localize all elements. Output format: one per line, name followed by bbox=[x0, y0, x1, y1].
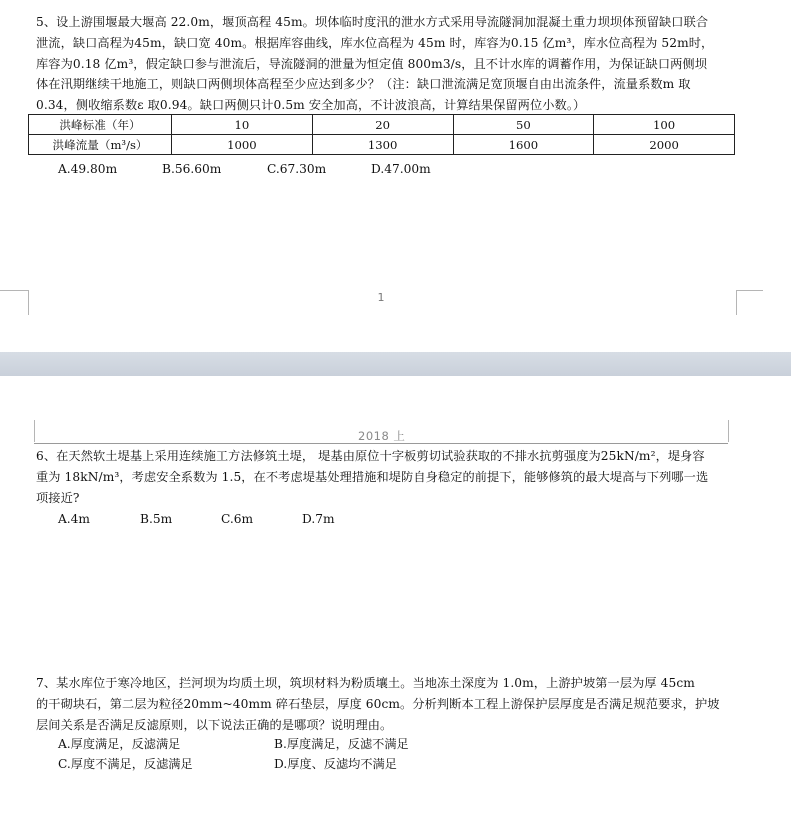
option-b: B.5m bbox=[140, 512, 173, 526]
option-d: D.7m bbox=[302, 512, 335, 526]
table-cell: 50 bbox=[453, 115, 594, 135]
option-c: C.6m bbox=[221, 512, 254, 526]
table-cell: 20 bbox=[312, 115, 453, 135]
table-cell: 100 bbox=[594, 115, 735, 135]
option-c: C.67.30m bbox=[267, 162, 327, 176]
question-5-line: 体在汛期继续干地施工，则缺口两侧坝体高程至少应达到多少？（注：缺口泄流满足宽顶堰自由出流条件，流量系数m 取 bbox=[36, 77, 691, 92]
question-5-text bbox=[36, 12, 732, 116]
option-b: B.56.60m bbox=[162, 162, 222, 176]
table-row bbox=[29, 135, 735, 155]
question-6-options bbox=[58, 512, 358, 530]
flood-table bbox=[28, 114, 735, 155]
question-6-line: 项接近? bbox=[36, 490, 80, 505]
table-cell: 1000 bbox=[172, 135, 313, 155]
margin-mark-left bbox=[34, 420, 35, 442]
question-5-line: 5、设上游围堰最大堰高 22.0m，堰顶高程 45m。坝体临时度汛的泄水方式采用导流隧洞加混凝土重力坝坝体预留缺口联合 bbox=[36, 15, 709, 29]
option-c: C.厚度不满足，反滤满足 bbox=[58, 757, 193, 771]
page-header: 2018 上 bbox=[358, 429, 406, 443]
table-cell: 洪峰标准（年） bbox=[29, 115, 172, 135]
question-5-options bbox=[58, 162, 458, 180]
question-5-line: 泄流，缺口高程为45m，缺口宽 40m。根据库容曲线，库水位高程为 45m 时，库容为0.15 亿m³，库水位高程为 52m时， bbox=[36, 35, 714, 50]
question-6-line: 重为 18kN/m³，考虑安全系数为 1.5，在不考虑堤基处理措施和堤防自身稳定的前提下，能够修筑的最大堤高与下列哪一选 bbox=[36, 469, 709, 484]
table-row bbox=[29, 115, 735, 135]
page-gap bbox=[0, 352, 791, 376]
option-a: A.49.80m bbox=[58, 162, 118, 176]
option-a: A.厚度满足，反滤满足 bbox=[58, 737, 181, 751]
page-number: 1 bbox=[377, 291, 385, 304]
question-7-line: 的干砌块石，第二层为粒径20mm~40mm 碎石垫层，厚度 60cm。分析判断本工程上游保护层厚度是否满足规范要求，护坡 bbox=[36, 696, 720, 711]
question-7-options bbox=[58, 735, 478, 775]
option-d: D.47.00m bbox=[371, 162, 431, 176]
margin-mark-right bbox=[728, 420, 729, 442]
option-a: A.4m bbox=[58, 512, 90, 526]
margin-mark-left bbox=[0, 290, 29, 315]
question-5-line: 0.34，侧收缩系数ε 取0.94。缺口两侧只计0.5m 安全加高，不计波浪高，计算结果保留两位小数。） bbox=[36, 98, 586, 113]
table-cell: 2000 bbox=[594, 135, 735, 155]
option-d: D.厚度、反滤均不满足 bbox=[274, 757, 397, 771]
question-7-line: 层间关系是否满足反滤原则，以下说法正确的是哪项？说明理由。 bbox=[36, 717, 393, 732]
margin-mark-right bbox=[736, 290, 763, 315]
question-7-line: 7、某水库位于寒冷地区，拦河坝为均质土坝，筑坝材料为粉质壤土。当地冻土深度为 1.0m，上游护坡第一层为厚 45cm bbox=[36, 676, 695, 690]
question-6-text bbox=[36, 446, 732, 508]
header-rule bbox=[34, 443, 728, 444]
question-7-text bbox=[36, 673, 732, 735]
question-6-line: 6、在天然软土堤基上采用连续施工方法修筑土堤， 堤基由原位十字板剪切试验获取的不排水抗剪强度为25kN/m²，堤身容 bbox=[36, 449, 705, 463]
table-cell: 10 bbox=[172, 115, 313, 135]
question-5-line: 库容为0.18 亿m³，假定缺口参与泄流后，导流隧洞的泄量为恒定值 800m3/s，且不计水库的调蓄作用，为保证缺口两侧坝 bbox=[36, 56, 707, 71]
table-cell: 1600 bbox=[453, 135, 594, 155]
table-cell: 洪峰流量（m³/s） bbox=[29, 135, 172, 155]
table-cell: 1300 bbox=[312, 135, 453, 155]
document-page-1 bbox=[0, 0, 791, 352]
option-b: B.厚度满足，反滤不满足 bbox=[274, 737, 409, 751]
